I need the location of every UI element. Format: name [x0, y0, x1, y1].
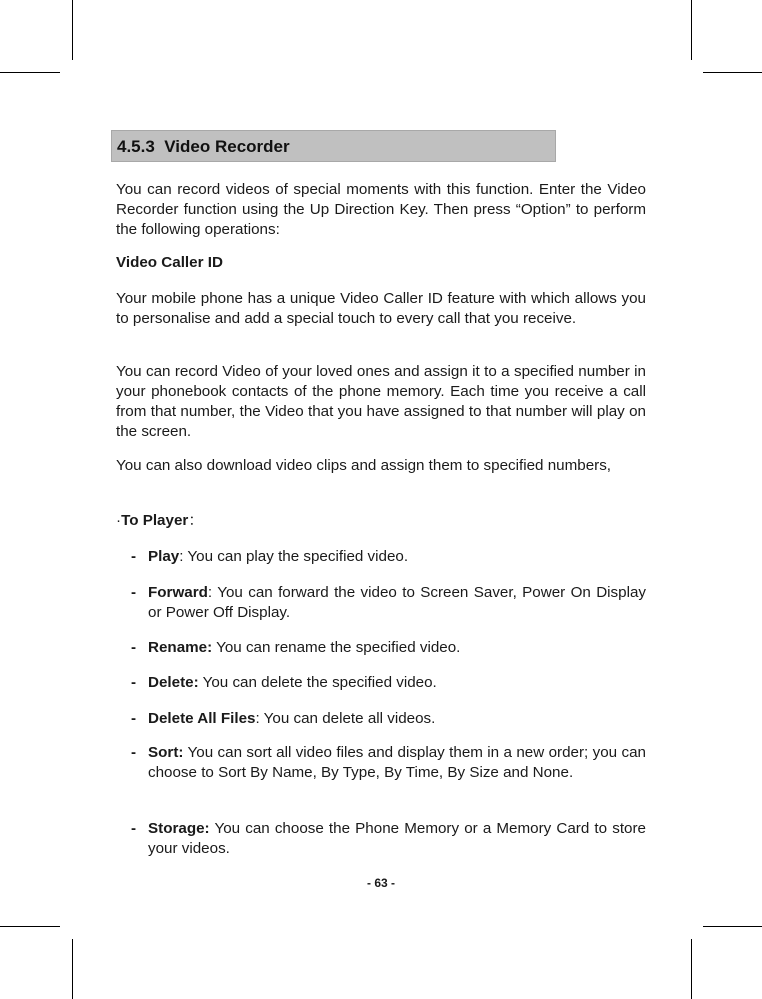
option-item-rename — [131, 638, 646, 658]
option-item-delete-all — [131, 709, 646, 729]
option-text: You can delete all videos. — [259, 710, 436, 727]
option-text: You can play the specified video. — [183, 548, 409, 565]
option-text: You can sort all video files and display them in a new order; you can choose to Sort By Name, By Type, By Time, By Size and None. — [148, 744, 646, 781]
option-dash: - — [131, 744, 137, 761]
crop-mark-bottom-right-horizontal — [703, 926, 762, 927]
option-item-forward — [131, 583, 646, 623]
caller-id-paragraph: You can also download video clips and assign them to specified numbers, — [116, 457, 612, 474]
option-label: Rename: — [148, 639, 213, 656]
crop-mark-bottom-right-vertical — [691, 939, 692, 999]
crop-mark-top-right-horizontal — [703, 72, 762, 73]
bullet: · — [116, 512, 122, 529]
option-item-sort — [131, 743, 646, 783]
option-item-delete — [131, 673, 646, 693]
option-item-play — [131, 547, 646, 567]
option-label: Delete: — [148, 674, 199, 691]
option-separator: : — [179, 548, 184, 565]
section-title — [117, 137, 290, 157]
caller-id-heading: Video Caller ID — [116, 254, 223, 271]
to-player-colon: ： — [188, 512, 204, 529]
option-label: Delete All Files — [148, 710, 256, 727]
crop-mark-bottom-left-vertical — [72, 939, 73, 999]
option-text: You can delete the specified video. — [198, 674, 437, 691]
page-number: - 63 - — [366, 876, 395, 890]
option-separator: : — [207, 584, 213, 601]
option-dash: - — [131, 548, 137, 565]
crop-mark-top-left-horizontal — [0, 72, 60, 73]
to-player-heading — [116, 511, 204, 531]
crop-mark-top-right-vertical — [691, 0, 692, 60]
option-label: Forward — [148, 584, 208, 601]
option-dash: - — [131, 674, 137, 691]
section-header — [111, 130, 556, 162]
option-text: You can forward the video to Screen Saver, Power On Display or Power Off Display. — [148, 584, 646, 621]
section-name: Video Recorder — [164, 137, 290, 156]
option-label: Sort: — [148, 744, 184, 761]
caller-id-paragraph: Your mobile phone has a unique Video Caller ID feature with which allows you to personalise and add a special touch to every call that you receive. — [116, 290, 646, 327]
crop-mark-bottom-left-horizontal — [0, 926, 60, 927]
option-text: You can choose the Phone Memory or a Memory Card to store your videos. — [148, 820, 646, 857]
option-dash: - — [131, 820, 137, 837]
option-dash: - — [131, 639, 137, 656]
option-dash: - — [131, 710, 137, 727]
option-item-storage — [131, 819, 646, 859]
intro-paragraph: You can record videos of special moments with this function. Enter the Video Recorder function using the Up Direction Key. Then press “Option” to perform the following operations: — [116, 181, 646, 238]
option-separator: : — [255, 710, 260, 727]
option-label: Play — [148, 548, 180, 565]
option-label: Storage: — [148, 820, 210, 837]
section-number: 4.5.3 — [117, 137, 155, 156]
option-text: You can rename the specified video. — [212, 639, 461, 656]
crop-mark-top-left-vertical — [72, 0, 73, 60]
option-dash: - — [131, 584, 137, 601]
caller-id-paragraph: You can record Video of your loved ones and assign it to a specified number in your phonebook contacts of the phone memory. Each time you receive a call from that number, the Video that you have assigned to that number will play on the screen. — [116, 363, 646, 440]
to-player-label: To Player — [121, 512, 189, 529]
